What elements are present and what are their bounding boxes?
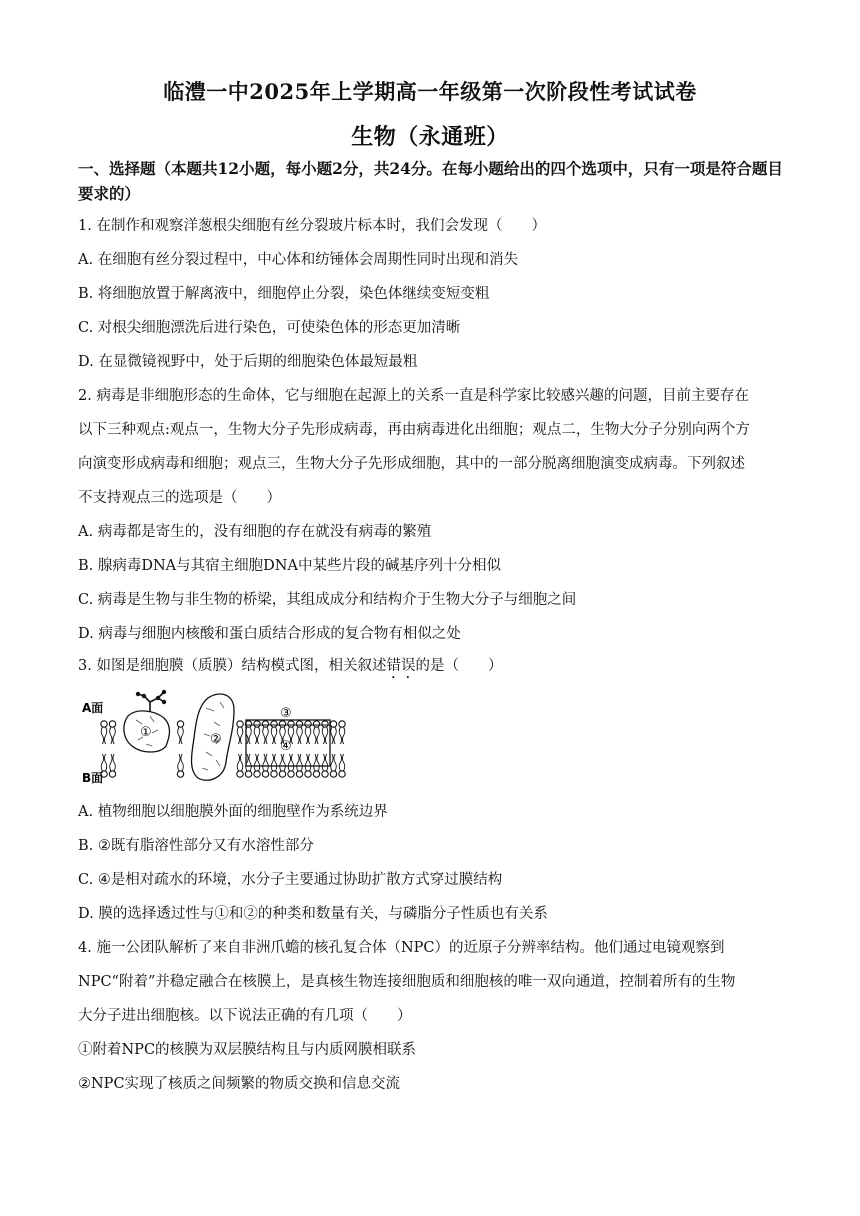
phospholipid-tail-bottom-11 xyxy=(305,754,307,771)
glycan-dot-2 xyxy=(162,690,166,694)
q3-stem-emphasis: 错误 xyxy=(386,658,416,674)
phospholipid-head-bottom-14 xyxy=(330,771,336,777)
phospholipid-head-bottom-6 xyxy=(262,771,268,777)
phospholipid-tail-bottom-13 xyxy=(322,754,324,771)
phospholipid-tail-top-13 xyxy=(325,727,327,744)
phospholipid-tail-bottom-10 xyxy=(300,754,302,771)
q3-option-c: C. ④是相对疏水的环境，水分子主要通过协助扩散方式穿过膜结构 xyxy=(78,872,503,888)
phospholipid-tail-top-15 xyxy=(339,727,341,744)
phospholipid-tail-top-7 xyxy=(271,727,273,744)
phospholipid-head-bottom-15 xyxy=(339,771,345,777)
q1-option-a: A. 在细胞有丝分裂过程中，中心体和纺锤体会周期性同时出现和消失 xyxy=(78,252,519,268)
phospholipid-tail-bottom-3 xyxy=(240,754,242,771)
phospholipid-tail-bottom-1 xyxy=(113,754,115,771)
q1-option-b: B. 将细胞放置于解离液中，细胞停止分裂，染色体继续变短变粗 xyxy=(78,286,490,302)
glycan-dot-4 xyxy=(142,694,146,698)
phospholipid-head-top-9 xyxy=(288,721,294,727)
phospholipid-tail-top-11 xyxy=(308,727,310,744)
q1-option-c: C. 对根尖细胞漂洗后进行染色，可使染色体的形态更加清晰 xyxy=(78,320,461,336)
phospholipid-head-top-15 xyxy=(339,721,345,727)
phospholipid-tail-top-3 xyxy=(237,727,239,744)
phospholipid-head-bottom-11 xyxy=(305,771,311,777)
phospholipid-head-top-14 xyxy=(330,721,336,727)
phospholipid-head-top-11 xyxy=(305,721,311,727)
phospholipid-tail-bottom-6 xyxy=(263,754,265,771)
phospholipid-tail-bottom-2 xyxy=(178,754,180,771)
phospholipid-tail-top-2 xyxy=(178,727,180,744)
phospholipid-tail-bottom-14 xyxy=(334,754,336,771)
phospholipid-tail-bottom-7 xyxy=(271,754,273,771)
q4-statement-2: ②NPC实现了核质之间频繁的物质交换和信息交流 xyxy=(78,1076,401,1092)
face-a-label: A面 xyxy=(82,701,104,715)
cell-membrane-diagram xyxy=(80,686,352,786)
q3-option-a: A. 植物细胞以细胞膜外面的细胞壁作为系统边界 xyxy=(78,804,388,820)
phospholipid-tail-bottom-7 xyxy=(274,754,276,771)
marker-2: ② xyxy=(210,732,222,747)
phospholipid-head-top-10 xyxy=(296,721,302,727)
phospholipid-tail-top-7 xyxy=(274,727,276,744)
phospholipid-tail-bottom-0 xyxy=(101,754,103,771)
phospholipid-tail-bottom-10 xyxy=(297,754,299,771)
face-b-label: B面 xyxy=(82,771,104,785)
q4-statement-1: ①附着NPC的核膜为双层膜结构且与内质网膜相联系 xyxy=(78,1042,417,1058)
phospholipid-head-bottom-8 xyxy=(279,771,285,777)
phospholipid-tail-top-12 xyxy=(317,727,319,744)
q1-option-d: D. 在显微镜视野中，处于后期的细胞染色体最短最粗 xyxy=(78,354,418,370)
phospholipid-tail-top-0 xyxy=(101,727,103,744)
phospholipid-tail-bottom-2 xyxy=(181,754,183,771)
phospholipid-head-bottom-9 xyxy=(288,771,294,777)
phospholipid-head-bottom-4 xyxy=(245,771,251,777)
phospholipid-tail-top-10 xyxy=(300,727,302,744)
q2-stem-line-2: 以下三种观点:观点一，生物大分子先形成病毒，再由病毒进化出细胞；观点二，生物大分子分别向两个方 xyxy=(78,422,750,438)
phospholipid-tail-bottom-5 xyxy=(254,754,256,771)
exam-subtitle: 生物（永通班） xyxy=(351,124,509,150)
section-heading: 一、选择题（本题共12小题，每小题2分，共24分。在每小题给出的四个选项中，只有一项是符合题目要求的） xyxy=(78,159,783,203)
phospholipid-tail-top-14 xyxy=(331,727,333,744)
q2-option-b: B. 腺病毒DNA与其宿主细胞DNA中某些片段的碱基序列十分相似 xyxy=(78,558,501,574)
phospholipid-tail-top-6 xyxy=(266,727,268,744)
phospholipid-tail-bottom-5 xyxy=(257,754,259,771)
phospholipid-tail-top-3 xyxy=(240,727,242,744)
marker-1: ① xyxy=(140,725,152,740)
q3-stem xyxy=(78,656,790,682)
phospholipid-head-top-8 xyxy=(279,721,285,727)
phospholipid-tail-top-15 xyxy=(342,727,344,744)
phospholipid-head-bottom-1 xyxy=(109,771,115,777)
phospholipid-head-bottom-13 xyxy=(322,771,328,777)
glycan-chain xyxy=(138,692,164,712)
phospholipid-tail-bottom-15 xyxy=(339,754,341,771)
phospholipid-head-bottom-3 xyxy=(237,771,243,777)
phospholipid-tail-bottom-8 xyxy=(280,754,282,771)
phospholipid-head-top-0 xyxy=(101,721,107,727)
q3-stem-after: 的是（ ） xyxy=(415,658,503,674)
phospholipid-tail-bottom-1 xyxy=(110,754,112,771)
phospholipid-tail-top-14 xyxy=(334,727,336,744)
phospholipid-head-bottom-2 xyxy=(177,771,183,777)
marker-3: ③ xyxy=(280,706,292,721)
q2-option-c: C. 病毒是生物与非生物的桥梁，其组成成分和结构介于生物大分子与细胞之间 xyxy=(78,592,577,608)
marker-4: ④ xyxy=(280,739,292,754)
q3-option-d: D. 膜的选择透过性与①和②的种类和数量有关，与磷脂分子性质也有关系 xyxy=(78,906,548,922)
phospholipid-tail-bottom-14 xyxy=(331,754,333,771)
phospholipid-head-top-1 xyxy=(109,721,115,727)
phospholipid-head-top-13 xyxy=(322,721,328,727)
phospholipid-tail-top-1 xyxy=(113,727,115,744)
phospholipid-tail-bottom-0 xyxy=(104,754,106,771)
phospholipid-tail-top-0 xyxy=(104,727,106,744)
phospholipid-tail-top-6 xyxy=(263,727,265,744)
phospholipid-tail-top-10 xyxy=(297,727,299,744)
phospholipid-tail-bottom-6 xyxy=(266,754,268,771)
q2-stem-line-1: 2. 病毒是非细胞形态的生命体，它与细胞在起源上的关系一直是科学家比较感兴趣的问题，目前主要存在 xyxy=(78,388,749,404)
phospholipid-tail-top-5 xyxy=(257,727,259,744)
q3-option-b: B. ②既有脂溶性部分又有水溶性部分 xyxy=(78,838,314,854)
phospholipid-tail-bottom-15 xyxy=(342,754,344,771)
q4-stem-line-2: NPC“附着”并稳定融合在核膜上，是真核生物连接细胞质和细胞核的唯一双向通道，控制着所有的生物 xyxy=(78,974,736,990)
phospholipid-head-top-6 xyxy=(262,721,268,727)
phospholipid-tail-top-1 xyxy=(110,727,112,744)
phospholipid-tail-bottom-9 xyxy=(288,754,290,771)
phospholipid-tail-top-5 xyxy=(254,727,256,744)
glycan-dot-5 xyxy=(156,696,160,700)
phospholipid-tail-top-11 xyxy=(305,727,307,744)
q2-stem-line-3: 向演变形成病毒和细胞；观点三，生物大分子先形成细胞，其中的一部分脱离细胞演变成病毒。下列叙述 xyxy=(78,456,745,472)
phospholipid-head-bottom-7 xyxy=(271,771,277,777)
phospholipid-head-top-2 xyxy=(177,721,183,727)
q3-stem-before: 3. 如图是细胞膜（质膜）结构模式图，相关叙述 xyxy=(78,658,387,674)
phospholipid-head-top-7 xyxy=(271,721,277,727)
q4-stem-line-1: 4. 施一公团队解析了来自非洲爪蟾的核孔复合体（NPC）的近原子分辨率结构。他们通过电镜观察到 xyxy=(78,940,725,956)
phospholipid-head-bottom-10 xyxy=(296,771,302,777)
q1-stem: 1. 在制作和观察洋葱根尖细胞有丝分裂玻片标本时，我们会发现（ ） xyxy=(78,218,546,234)
phospholipid-tail-top-9 xyxy=(291,727,293,744)
phospholipid-head-top-3 xyxy=(237,721,243,727)
phospholipid-tail-bottom-3 xyxy=(237,754,239,771)
phospholipid-tail-bottom-11 xyxy=(308,754,310,771)
phospholipid-tail-bottom-13 xyxy=(325,754,327,771)
q2-option-d: D. 病毒与细胞内核酸和蛋白质结合形成的复合物有相似之处 xyxy=(78,626,461,642)
phospholipid-tail-bottom-9 xyxy=(291,754,293,771)
phospholipid-tail-bottom-4 xyxy=(249,754,251,771)
phospholipid-tail-bottom-12 xyxy=(317,754,319,771)
phospholipid-head-top-5 xyxy=(254,721,260,727)
q2-stem-line-4: 不支持观点三的选项是（ ） xyxy=(78,490,281,506)
exam-title: 临澧一中2025年上学期高一年级第一次阶段性考试试卷 xyxy=(163,79,697,104)
q4-stem-line-3: 大分子进出细胞核。以下说法正确的有几项（ ） xyxy=(78,1008,412,1024)
phospholipid-tail-bottom-8 xyxy=(283,754,285,771)
phospholipid-tail-top-12 xyxy=(314,727,316,744)
glycan-dot-3 xyxy=(162,700,166,704)
phospholipid-head-top-12 xyxy=(313,721,319,727)
phospholipid-tail-top-2 xyxy=(181,727,183,744)
phospholipid-head-bottom-5 xyxy=(254,771,260,777)
phospholipid-head-bottom-12 xyxy=(313,771,319,777)
q2-option-a: A. 病毒都是寄生的，没有细胞的存在就没有病毒的繁殖 xyxy=(78,524,432,540)
phospholipid-tail-bottom-12 xyxy=(314,754,316,771)
phospholipid-tail-top-4 xyxy=(249,727,251,744)
glycan-dot-1 xyxy=(136,692,140,696)
phospholipid-tail-top-13 xyxy=(322,727,324,744)
